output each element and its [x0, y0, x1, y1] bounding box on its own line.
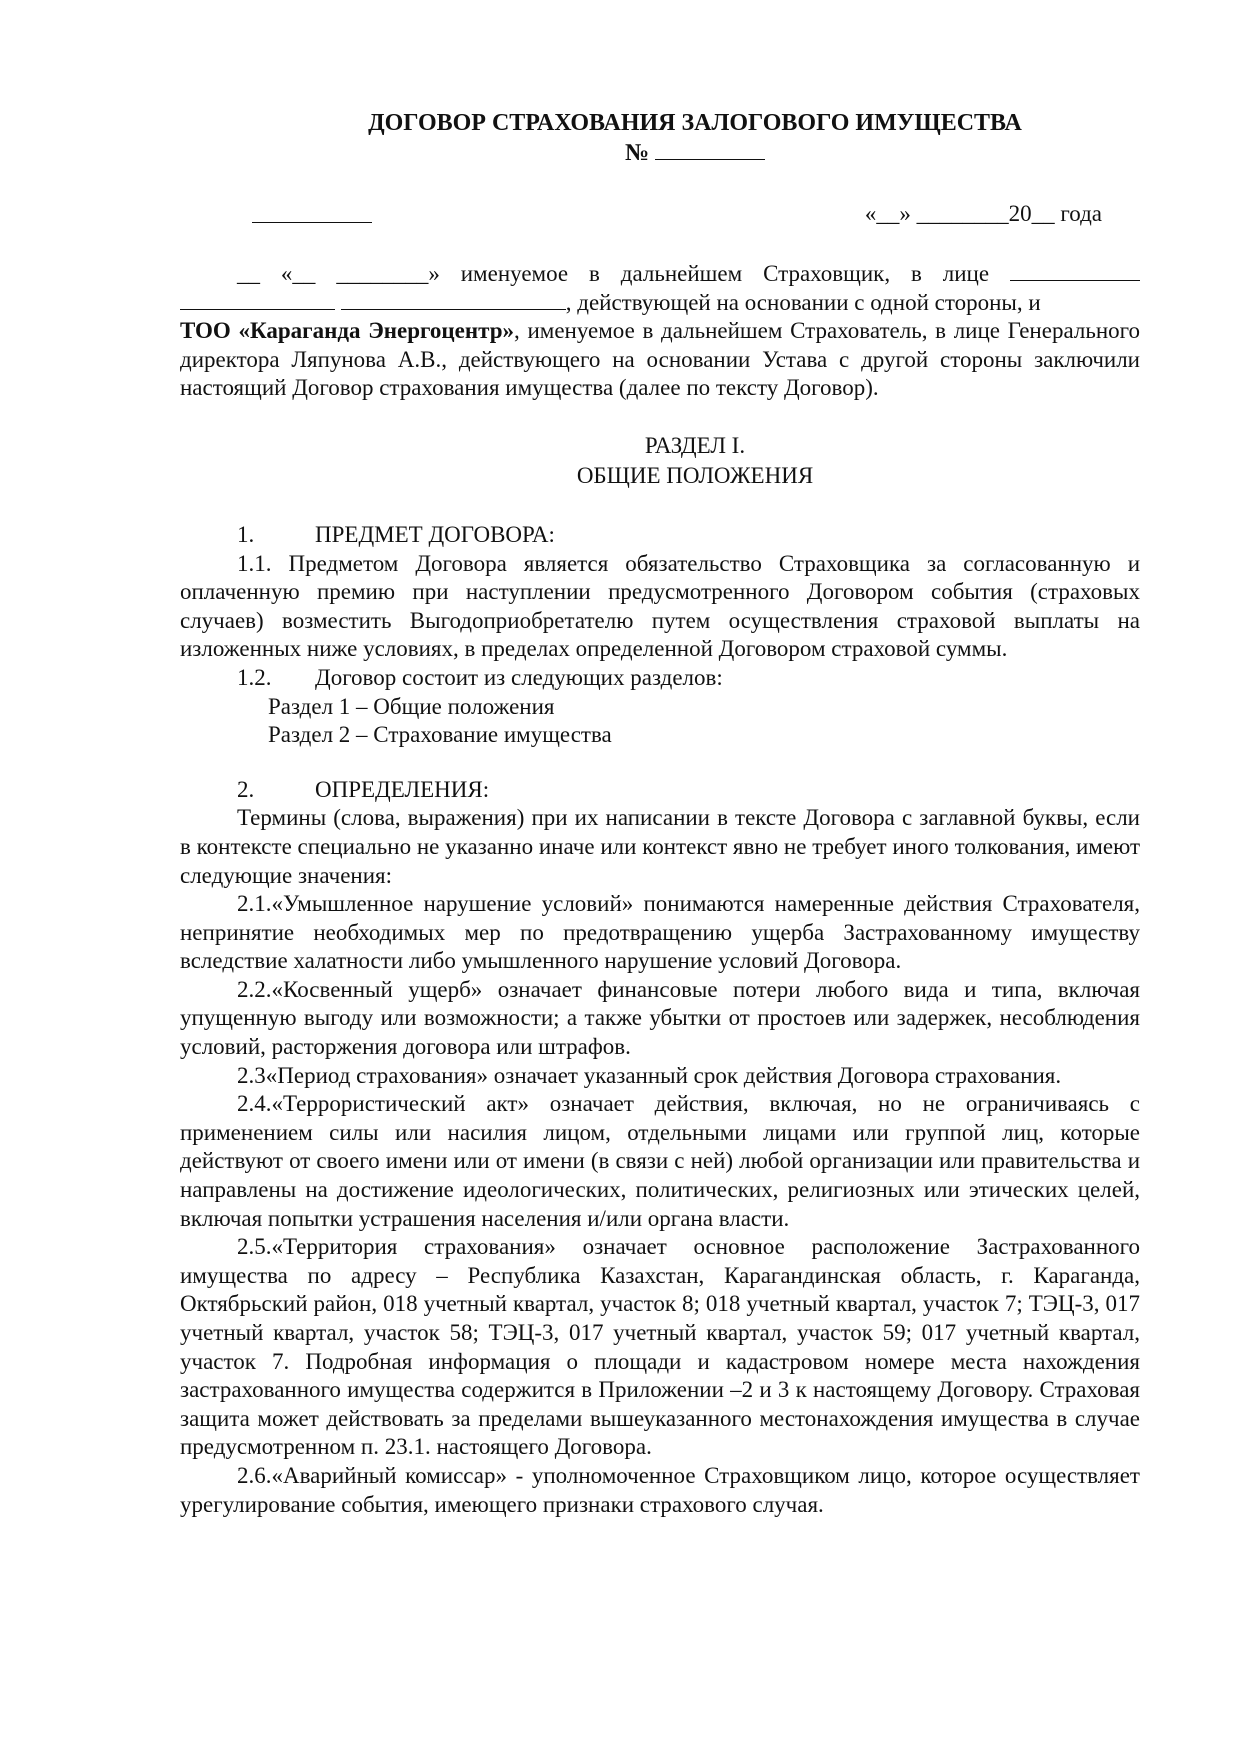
- subject-title: ПРЕДМЕТ ДОГОВОРА:: [315, 521, 555, 547]
- section-heading: [180, 431, 1140, 491]
- intro-paragraph: [180, 260, 1140, 403]
- clause-1-2: [180, 664, 1140, 693]
- clause-1-2-text: Договор состоит из следующих разделов:: [315, 664, 723, 690]
- subject-number: 1.: [237, 521, 255, 547]
- clause-2-1: 2.1.«Умышленное нарушение условий» понимаются намеренные действия Страхователя, непринятие необходимых мер по предотвращению ущерба Застрахованному имуществу вследствие халатности либо умышленного нарушение условий Договора.: [180, 891, 1140, 974]
- intro-line2-text: , действующей на основании с одной стороны, и: [565, 289, 1041, 315]
- clause-2-6: 2.6.«Аварийный комиссар» - уполномоченное Страховщиком лицо, которое осуществляет урегулирование события, имеющего признаки страхового случая.: [180, 1462, 1140, 1517]
- intro-line-2: [180, 289, 1140, 318]
- name-blank-2: [341, 289, 566, 310]
- definitions-heading: [180, 776, 1140, 805]
- city-blank: [252, 200, 372, 223]
- document-number: [180, 138, 1140, 168]
- date-line: [180, 200, 1140, 230]
- contract-date: «__» ________20__ года: [864, 201, 1102, 226]
- clause-2-4: 2.4.«Террористический акт» означает действия, включая, но не ограничиваясь с применением силы или насилия лицом, отдельными лицами или группой лиц, которые действуют от своего имени или от имени (в связи с ней) любой организации или правительства и направлены на достижение идеологических, политических, религиозных или этических целей, включая попытки устрашения населения и/или органа власти.: [180, 1091, 1140, 1231]
- list-item: Раздел 2 – Страхование имущества: [268, 722, 612, 748]
- definitions-number: 2.: [237, 776, 255, 802]
- clause-2-3: 2.3«Период страхования» означает указанный срок действия Договора страхования.: [237, 1062, 1062, 1088]
- definitions-title: ОПРЕДЕЛЕНИЯ:: [315, 776, 490, 802]
- subject-heading: [180, 521, 1140, 550]
- intro-body: [180, 317, 1140, 403]
- clause-2-5: 2.5.«Территория страхования» означает основное расположение Застрахованного имущества по адресу – Республика Казахстан, Карагандинская область, г. Караганда, Октябрьский район, 018 учетный квартал, участок 8; 018 учетный квартал, участок 7; ТЭЦ-3, 017 учетный квартал, участок 58; ТЭЦ-3, 017 учетный квартал, участок 59; 017 учетный квартал, участок 7. Подробная информация о площади и кадастровом номере места нахождения застрахованного имущества содержится в Приложении –2 и 3 к настоящему Договору. Страховая защита может действовать за пределами вышеуказанного местонахождения имущества в случае предусмотренном п. 23.1. настоящего Договора.: [180, 1234, 1140, 1460]
- company-name: ТОО «Караганда Энергоцентр»: [180, 318, 515, 344]
- number-blank: [655, 139, 765, 160]
- clause-1-2-number: 1.2.: [237, 664, 272, 690]
- section-number: РАЗДЕЛ I.: [644, 432, 746, 458]
- representative-blank: [1010, 260, 1140, 281]
- name-blank-1: [180, 289, 335, 310]
- definitions-intro: Термины (слова, выражения) при их написании в тексте Договора с заглавной буквы, если в контексте специально не указанно иначе или контекст явно не требует иного толкования, имеют следующие значения:: [180, 805, 1140, 888]
- intro-line1-text: __ «__ ________» именуемое в дальнейшем Страховщик, в лице: [237, 261, 990, 286]
- section-title: ОБЩИЕ ПОЛОЖЕНИЯ: [576, 462, 814, 488]
- list-item: Раздел 1 – Общие положения: [268, 693, 555, 719]
- clause-2-2: 2.2.«Косвенный ущерб» означает финансовые потери любого вида и типа, включая упущенную выгоду или возможности; а также убытки от простоев или задержек, несоблюдения условий, расторжения договора или штрафов.: [180, 976, 1140, 1060]
- number-label: №: [624, 140, 650, 166]
- document-page: [180, 108, 1140, 1519]
- document-title: ДОГОВОР СТРАХОВАНИЯ ЗАЛОГОВОГО ИМУЩЕСТВА: [368, 110, 1022, 136]
- clause-1-1: 1.1. Предметом Договора является обязательство Страховщика за согласованную и оплаченную премию при наступлении предусмотренного Договором события (страховых случаев) возместить Выгодоприобретателю путем осуществления страховой выплаты на изложенных ниже условиях, в пределах определенной Договором страховой суммы.: [180, 550, 1140, 662]
- intro-rest: , именуемое в дальнейшем Страхователь, в лице Генерального директора Ляпунова А.В., действующего на основании Устава с другой стороны заключили настоящий Договор страхования имущества (далее по тексту Договор).: [180, 318, 1140, 401]
- intro-line-1: [180, 260, 1140, 289]
